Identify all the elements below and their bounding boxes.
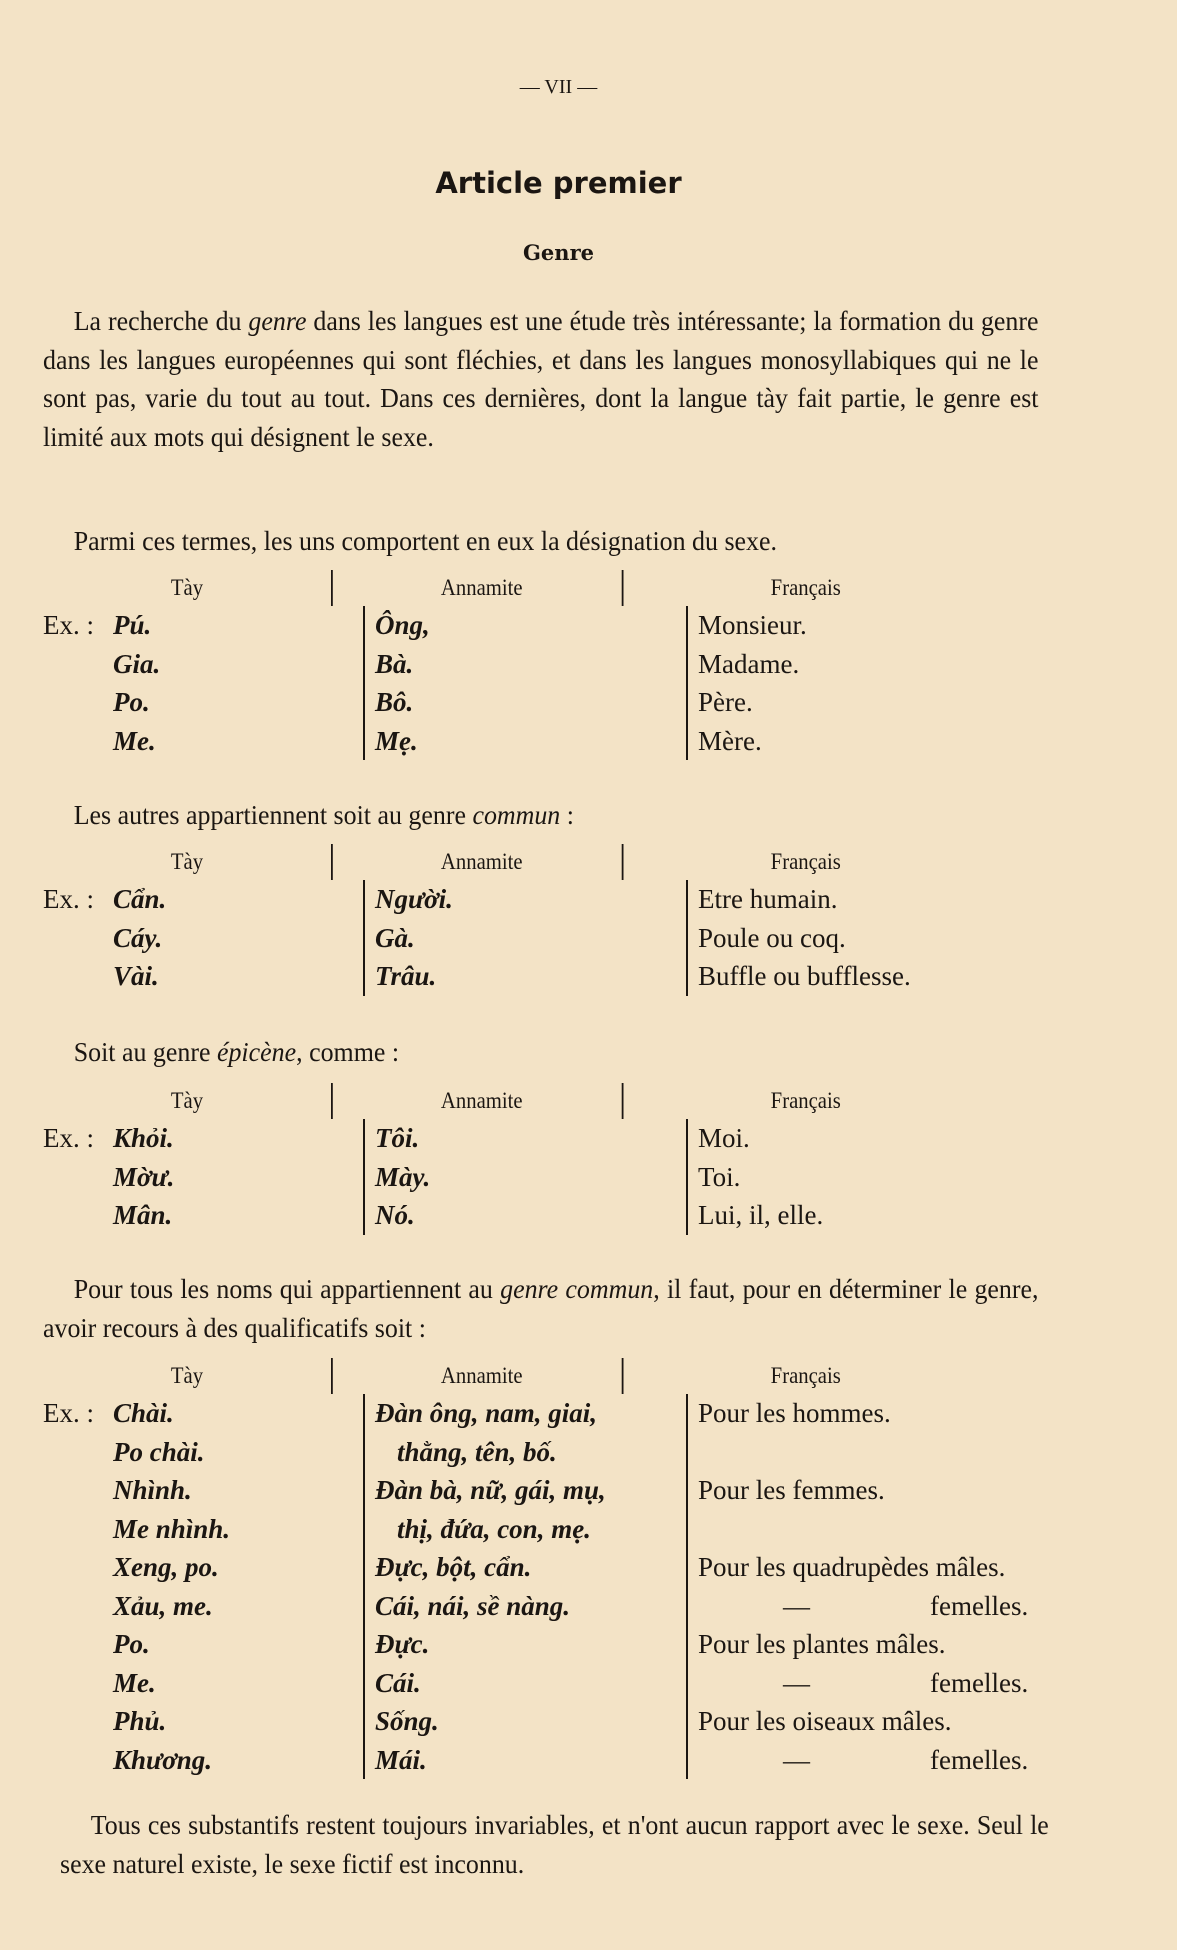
table-row <box>43 1433 1083 1472</box>
cell-francais: Pour les hommes. <box>686 1394 1083 1433</box>
tay-word: Phủ. <box>113 1706 167 1736</box>
table-row <box>43 1394 1083 1433</box>
text: , il faut, pour en déterminer le genre, avoir recours à des qualificatifs soit : <box>43 1274 1039 1343</box>
table-row <box>43 1625 1083 1664</box>
emphasis: épicène <box>216 1037 297 1067</box>
text: Les autres appartiennent soit au genre <box>73 800 473 830</box>
table-row <box>43 683 1083 722</box>
table-header <box>43 570 979 606</box>
cell-tay <box>43 1625 363 1664</box>
header-tay: Tày <box>170 575 204 600</box>
table-qualificatifs <box>43 1358 1083 1779</box>
cell-tay <box>43 1471 363 1510</box>
cell-annamite: Đàn bà, nữ, gái, mụ, <box>363 1471 686 1510</box>
intro-paragraph <box>43 302 1039 456</box>
ex-label: Ex. : <box>43 884 94 914</box>
cell-francais <box>686 1433 1083 1472</box>
paragraph-sexe <box>43 522 1039 561</box>
cell-annamite: Cái. <box>363 1664 686 1703</box>
table-row <box>43 1119 1083 1158</box>
text: , comme : <box>296 1037 400 1067</box>
text: Soit au genre <box>73 1037 217 1067</box>
table-row <box>43 1587 1083 1626</box>
cell-annamite: thằng, tên, bố. <box>363 1433 686 1472</box>
table-row <box>43 1664 1083 1703</box>
header-annamite: Annamite <box>331 844 622 880</box>
cell-tay <box>43 645 363 684</box>
cell-tay <box>43 1702 363 1741</box>
tay-word: Khỏi. <box>113 1123 174 1153</box>
table-row <box>43 1158 1083 1197</box>
text: Parmi ces termes, les uns comportent en eux la désignation du sexe. <box>73 526 777 556</box>
header-francais: Français <box>622 844 979 880</box>
header-annamite: Annamite <box>331 1358 622 1394</box>
cell-annamite: Mày. <box>363 1158 686 1197</box>
section-subtitle: Genre <box>523 240 594 265</box>
header-annamite: Annamite <box>331 1083 622 1119</box>
cell-francais: Lui, il, elle. <box>686 1196 1083 1235</box>
tay-word: Cẩn. <box>113 884 167 914</box>
table-row <box>43 722 1083 761</box>
tay-word: Cáy. <box>113 922 163 953</box>
paragraph-commun <box>43 796 1039 835</box>
cell-tay <box>43 1587 363 1626</box>
cell-tay <box>43 722 363 761</box>
cell-francais <box>686 1587 1083 1626</box>
cell-tay <box>43 1394 363 1433</box>
ex-label: Ex. : <box>43 1398 94 1428</box>
cell-francais: Moi. <box>686 1119 1083 1158</box>
header-francais: Français <box>622 570 979 606</box>
table-row <box>43 606 1083 645</box>
cell-annamite: Mái. <box>363 1741 686 1780</box>
cell-annamite: Trâu. <box>363 957 686 996</box>
table-row <box>43 957 1083 996</box>
cell-tay <box>43 1548 363 1587</box>
tay-word: Me nhình. <box>113 1513 231 1544</box>
cell-francais: Père. <box>686 683 1083 722</box>
table-row <box>43 1471 1083 1510</box>
cell-annamite: Mẹ. <box>363 722 686 761</box>
cell-annamite: Đực. <box>363 1625 686 1664</box>
cell-tay <box>43 919 363 958</box>
closing-paragraph <box>60 1806 1049 1883</box>
cell-annamite: Đàn ông, nam, giai, <box>363 1394 686 1433</box>
dash: — <box>783 1590 810 1621</box>
cell-francais: Poule ou coq. <box>686 919 1083 958</box>
tay-word: Vài. <box>113 961 159 991</box>
cell-annamite: Sống. <box>363 1702 686 1741</box>
cell-francais: Buffle ou bufflesse. <box>686 957 1083 996</box>
tay-word: Po chài. <box>113 1436 205 1467</box>
cell-francais: Etre humain. <box>686 880 1083 919</box>
cell-annamite: Đực, bột, cẩn. <box>363 1548 686 1587</box>
text: femelles. <box>930 1667 1029 1698</box>
cell-annamite: Bà. <box>363 645 686 684</box>
cell-francais: Pour les plantes mâles. <box>686 1625 1083 1664</box>
tay-word: Po. <box>113 1629 150 1659</box>
cell-tay <box>43 1119 363 1158</box>
cell-francais: Pour les femmes. <box>686 1471 1083 1510</box>
cell-francais <box>686 1741 1083 1780</box>
cell-francais: Monsieur. <box>686 606 1083 645</box>
tay-word: Mờư. <box>113 1161 175 1192</box>
table-sexe <box>43 570 1083 760</box>
tay-word: Chài. <box>113 1398 174 1428</box>
cell-francais: Toi. <box>686 1158 1083 1197</box>
header-tay: Tày <box>170 849 204 874</box>
text: La recherche du <box>73 306 249 336</box>
tay-word: Me. <box>113 1667 156 1698</box>
text: Pour tous les noms qui appartiennent au <box>73 1274 501 1304</box>
cell-annamite: Gà. <box>363 919 686 958</box>
cell-tay <box>43 1196 363 1235</box>
cell-tay <box>43 606 363 645</box>
text: Tous ces substantifs restent toujours invariables, et n'ont aucun rapport avec le sexe. Seul le sexe naturel existe, le sexe fictif est inconnu. <box>60 1810 1049 1879</box>
paragraph-qualificatifs <box>43 1270 1039 1347</box>
header-francais: Français <box>622 1358 979 1394</box>
header-francais: Français <box>622 1083 979 1119</box>
cell-annamite: Ông, <box>363 606 686 645</box>
cell-annamite: thị, đứa, con, mẹ. <box>363 1510 686 1549</box>
tay-word: Xeng, po. <box>113 1552 219 1582</box>
cell-tay <box>43 1510 363 1549</box>
table-epicene <box>43 1083 1083 1235</box>
cell-francais <box>686 1664 1083 1703</box>
tay-word: Pú. <box>113 610 152 640</box>
text: femelles. <box>930 1590 1029 1621</box>
cell-tay <box>43 957 363 996</box>
table-row <box>43 1741 1083 1780</box>
table-row <box>43 1196 1083 1235</box>
text: femelles. <box>930 1744 1029 1775</box>
dash: — <box>783 1744 810 1775</box>
table-commun <box>43 844 1083 996</box>
page-number: — VII — <box>519 76 598 98</box>
table-header <box>43 844 979 880</box>
cell-francais: Pour les oiseaux mâles. <box>686 1702 1083 1741</box>
tay-word: Khương. <box>113 1744 212 1775</box>
cell-annamite: Cái, nái, sề nàng. <box>363 1587 686 1626</box>
tay-word: Mân. <box>113 1200 173 1230</box>
cell-francais <box>686 1510 1083 1549</box>
cell-annamite: Người. <box>363 880 686 919</box>
ex-label: Ex. : <box>43 1123 94 1153</box>
cell-tay <box>43 1741 363 1780</box>
table-row <box>43 880 1083 919</box>
cell-annamite: Bô. <box>363 683 686 722</box>
table-row <box>43 645 1083 684</box>
text: : <box>560 800 574 830</box>
emphasis: genre commun <box>500 1274 654 1304</box>
cell-francais: Pour les quadrupèdes mâles. <box>686 1548 1083 1587</box>
tay-word: Me. <box>113 725 156 756</box>
cell-tay <box>43 683 363 722</box>
tay-word: Gia. <box>113 648 161 679</box>
tay-word: Nhình. <box>113 1475 192 1505</box>
cell-annamite: Tôi. <box>363 1119 686 1158</box>
cell-francais: Mère. <box>686 722 1083 761</box>
table-header <box>43 1358 979 1394</box>
cell-tay <box>43 1664 363 1703</box>
table-row <box>43 919 1083 958</box>
emphasis: genre <box>248 306 307 336</box>
tay-word: Xảu, me. <box>113 1590 213 1621</box>
table-row <box>43 1702 1083 1741</box>
table-header <box>43 1083 979 1119</box>
header-tay: Tày <box>170 1363 204 1388</box>
table-row <box>43 1510 1083 1549</box>
tay-word: Po. <box>113 687 150 717</box>
header-annamite: Annamite <box>331 570 622 606</box>
emphasis: commun <box>472 800 561 830</box>
cell-annamite: Nó. <box>363 1196 686 1235</box>
ex-label: Ex. : <box>43 610 94 640</box>
header-tay: Tày <box>170 1088 204 1113</box>
text: dans les langues est une étude très intéressante; la formation du genre dans les langues européennes qui sont fléchies, et dans les langues monosyllabiques qui ne le sont pas, varie du tout au tout. Dans ces dernières, dont la langue tày fait partie, le genre est limité aux mots qui désignent le sexe. <box>43 306 1039 452</box>
dash: — <box>783 1667 810 1698</box>
cell-francais: Madame. <box>686 645 1083 684</box>
paragraph-epicene <box>43 1033 1039 1072</box>
cell-tay <box>43 1433 363 1472</box>
cell-tay <box>43 880 363 919</box>
table-row <box>43 1548 1083 1587</box>
cell-tay <box>43 1158 363 1197</box>
page-title: Article premier <box>435 166 682 200</box>
